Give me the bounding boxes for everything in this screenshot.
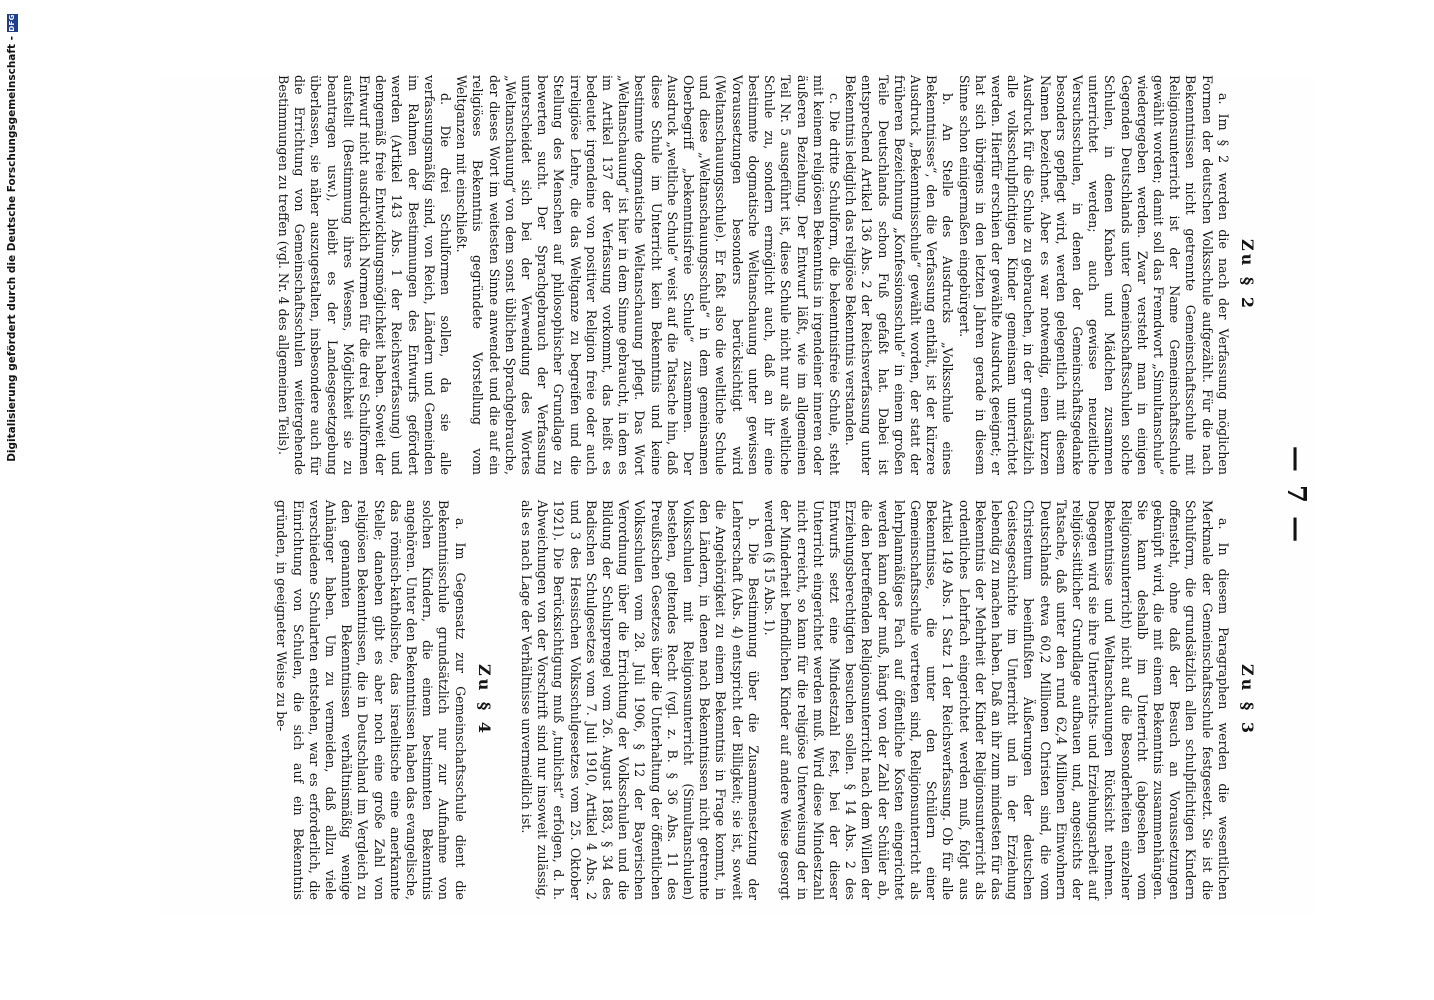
digitization-credit [2, 0, 22, 1000]
right-column [273, 500, 1255, 900]
section-heading-2: Zu § 2 [1238, 239, 1257, 311]
dfg-logo-icon: DFG [8, 14, 16, 32]
left-column [275, 75, 1255, 475]
paragraph: c. Die dritte Schulform, die bekenntnisfreie Schule, steht mit keinem religiösen Bekenntnis in irgendeiner inneren oder äußeren Beziehung. Der Entwurf läßt, wie im allgemeinen Teil Nr. 5 ausgeführt ist, diese Schule nicht nur als weltliche Schule zu, sondern ermöglicht auch, daß an ihr eine bestimmte dogmatische Weltanschauung unter gewissen Voraussetzungen besonders berücksichtigt wird (Weltanschauungsschule). Er faßt also die weltliche Schule und diese „Weltanschauungsschule“ in dem gemeinsamen Oberbegriff „bekenntnisfreie Schule“ zusammen. Der Ausdruck „weltliche Schule“ weist auf die Tatsache hin, daß diese Schule im Unterricht kein Bekenntnis und keine bestimmte dogmatische Weltanschauung pflegt. Das Wort „Weltanschauung“ ist hier in dem Sinne gebraucht, in dem es im Artikel 137 der Verfassung vorkommt, das heißt es bedeutet irgendeine von positiver Religion freie oder auch irreligiöse Lehre, die das Weltganze zu begreifen und die Stellung des Menschen auf philosophischer Grundlage zu bewerten sucht. Der Sprachgebrauch der Verfassung unterscheidet sich bei der Verwendung des Wortes „Weltanschauung“ von dem sonst üblichen Sprachgebrauche, der dieses Wort im weitesten Sinne anwendet und die auf ein religiöses Bekenntnis gegründete Vorstellung vom Weltganzen mit einschließt. [454, 75, 842, 475]
paragraph: b. Die Bestimmung über die Zusammensetzung der Lehrerschaft (Abs. 4) entspricht der Billigkeit; sie ist, soweit die Angehörigkeit zu einem Bekenntnis in Frage kommt, in den Ländern, in denen nach Bekenntnissen nicht getrennte Volksschulen mit Religionsunterricht (Simultanschulen) bestehen, geltendes Recht (vgl. z. B. § 36 Abs. 11 des Preußischen Gesetzes über die Unterhaltung der öffentlichen Volksschulen vom 28. Juli 1906, § 12 der Bayerischen Verordnung über die Errichtung der Volksschulen und die Bildung der Schulsprengel vom 26. August 1883, § 34 des Badischen Schulgesetzes vom 7. Juli 1910, Artikel 4 Abs. 2 und 3 des Hessischen Volksschulgesetzes vom 25. Oktober 1921). Die Berücksichtigung muß „tunlichst“ erfolgen, d. h. Abweichungen von der Vorschrift sind nur insoweit zulässig, als es nach Lage der Verhältnisse unvermeidlich ist. [519, 500, 761, 900]
credit-text: Digitalisierung gefördert durch die Deutsche Forschungsgemeinschaft - [6, 36, 18, 462]
paragraph: a. Im § 2 werden die nach der Verfassung möglichen Formen der deutschen Volksschule aufgezählt. Für die nach Bekenntnissen nicht getrennte Gemeinschaftsschule mit Religionsunterricht ist der Name Gemeinschaftsschule gewählt worden; damit soll das Fremdwort „Simultanschule“ wiedergegeben werden. Zwar versteht man in einigen Gegenden Deutschlands unter Gemeinschaftsschulen solche Schulen, in denen Knaben und Mädchen zusammen unterrichtet werden; auch gewisse neuzeitliche Versuchsschulen, in denen der Gemeinschaftsgedanke besonders gepflegt wird, werden gelegentlich mit diesem Namen bezeichnet. Aber es war notwendig, einen kurzen Ausdruck für die Schule zu gebrauchen, in der grundsätzlich alle volksschulpflichtigen Kinder gemeinsam unterrichtet werden. Hierfür erschien der gewählte Ausdruck geeignet; er hat sich übrigens in den letzten Jahren gerade in diesem Sinne schon einigermaßen eingebürgert. [956, 75, 1231, 475]
paragraph: a. In diesem Paragraphen werden die wesentlichen Merkmale der Gemeinschaftsschule festgesetzt. Sie ist die Schulform, die grundsätzlich allen schulpflichtigen Kindern offensteht, ohne daß der Besuch an Voraussetzungen geknüpft wird, die mit einem Bekenntnis zusammenhängen. Sie kann deshalb im Unterricht (abgesehen vom Religionsunterricht) nicht auf die Besonderheiten einzelner Bekenntnisse und Weltanschauungen Rücksicht nehmen. Dagegen wird sie ihre Unterrichts- und Erziehungsarbeit auf religiös-sittlicher Grundlage aufbauen und, angesichts der Tatsache, daß unter den rund 62,4 Millionen Einwohnern Deutschlands etwa 60,2 Millionen Christen sind, die vom Christentum beeinflußten Äußerungen der deutschen Geistesgeschichte im Unterricht und in der Erziehung lebendig zu machen haben. Daß an ihr zum mindesten für das Bekenntnis der Mehrheit der Kinder Religionsunterricht als ordentliches Lehrfach eingerichtet werden muß, folgt aus Artikel 149 Abs. 1 Satz 1 der Reichsverfassung. Ob für alle Bekenntnisse, die unter den Schülern einer Gemeinschaftsschule vertreten sind, Religionsunterricht als lehrplanmäßiges Fach auf öffentliche Kosten eingerichtet werden kann oder muß, hängt von der Zahl der Schüler ab, die den betreffenden Religionsunterricht nach dem Willen der Erziehungsberechtigten besuchen sollen. § 14 Abs. 2 des Entwurfs setzt eine Mindestzahl fest, bei der dieser Unterricht eingerichtet werden muß. Wird diese Mindestzahl nicht erreicht, so kann für die religiöse Unterweisung der in der Minderheit befindlichen Kinder auf andere Weise gesorgt werden (§ 15 Abs. 1). [762, 500, 1231, 900]
page-content [160, 75, 1315, 915]
paragraph: b. An Stelle des Ausdrucks „Volksschule eines Bekenntnisses“, den die Verfassung enthält, ist der kürzere Ausdruck „Bekenntnisschule“ gewählt worden, der statt der früheren Bezeichnung „Konfessionsschule“ in einem großen Teile Deutschlands schon Fuß gefaßt hat. Dabei ist entsprechend Artikel 136 Abs. 2 der Reichsverfassung unter Bekenntnis lediglich das religiöse Bekenntnis verstanden. [843, 75, 956, 475]
page-number: — 7 — [1281, 445, 1311, 545]
paragraph: a. Im Gegensatz zur Gemeinschaftsschule dient die Bekenntnisschule grundsätzlich nur zur Aufnahme von solchen Kindern, die einem bestimmten Bekenntnis angehören. Unter den Bekenntnissen haben das evangelische, das römisch-katholische, das israelitische eine anerkannte Stelle; daneben gibt es aber noch eine große Zahl von religiösen Bekenntnissen, die in Deutschland im Vergleich zu den genannten Bekenntnissen verhältnismäßig wenige Anhänger haben. Um zu vermeiden, daß allzu viele verschiedene Schularten entstehen, war es erforderlich, die Einrichtung von Schulen, die sich auf ein Bekenntnis gründen, in geeigneter Weise zu be- [274, 500, 468, 900]
paragraph: d. Die drei Schulformen sollen, da sie alle verfassungsmäßig sind, von Reich, Ländern und Gemeinden im Rahmen der Bestimmungen des Entwurfs gefördert werden (Artikel 143 Abs. 1 der Reichsverfassung) und demgemäß freie Entwicklungsmöglichkeit haben. Soweit der Entwurf nicht ausdrücklich Normen für die drei Schulformen aufstellt (Bestimmung ihres Wesens, Möglichkeit sie zu beantragen usw.), bleibt es der Landesgesetzgebung überlassen, sie näher auszugestalten, insbesondere auch für die Errichtung von Gemeinschaftsschulen weitergehende Bestimmungen zu treffen (vgl. Nr. 4 des allgemeinen Teils). [276, 75, 454, 475]
section-heading-4: Zu § 4 [474, 664, 494, 736]
scanned-page [160, 75, 1315, 915]
section-heading-3: Zu § 3 [1238, 664, 1257, 736]
